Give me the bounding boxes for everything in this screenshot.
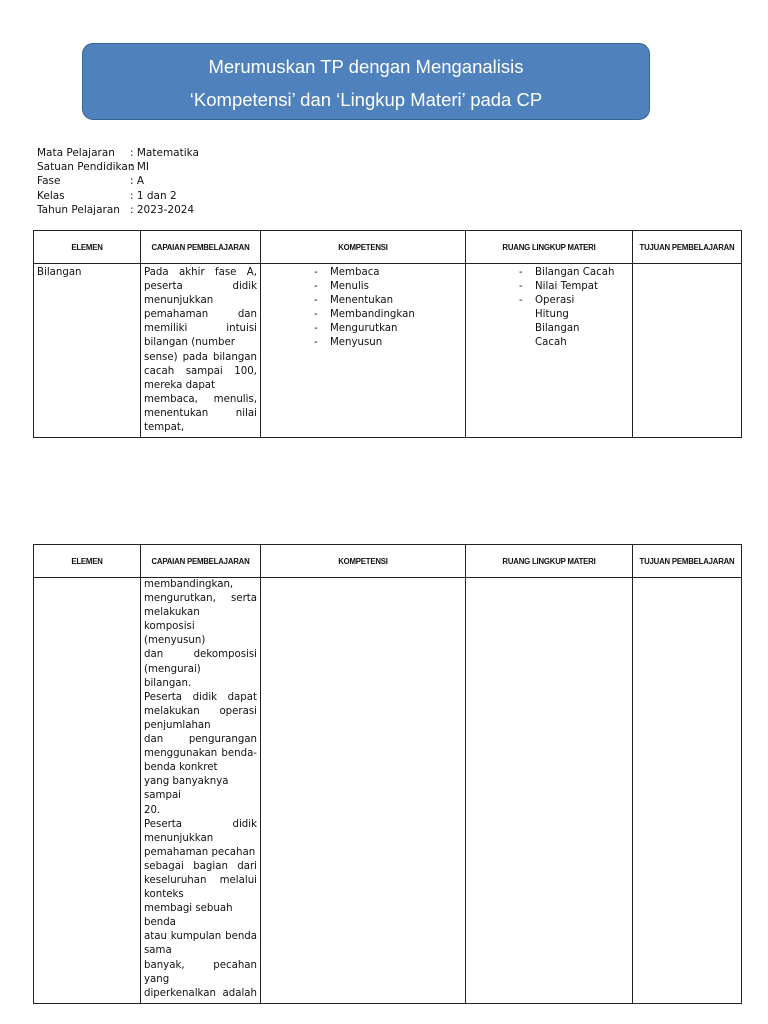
cell-kompetensi — [261, 264, 466, 438]
capaian-line: keseluruhan melalui — [144, 874, 257, 886]
list-item: - Nilai Tempat — [466, 280, 632, 294]
meta-label: Tahun Pelajaran — [37, 203, 120, 216]
capaian-line: diperkenalkan adalah — [144, 987, 257, 999]
meta-row-year — [37, 203, 199, 217]
tujuan-text — [633, 578, 741, 582]
table-row — [34, 264, 742, 438]
capaian-line: Peserta didik dapat — [144, 691, 257, 703]
title-banner — [82, 43, 650, 120]
capaian-line: tempat, — [144, 422, 185, 434]
meta-row-subject — [37, 146, 199, 160]
header-materi: RUANG LINGKUP MATERI — [466, 545, 633, 578]
capaian-line: benda konkret — [144, 762, 218, 774]
meta-value: : 1 dan 2 — [130, 189, 177, 202]
capaian-line: yang banyaknya sampai — [144, 776, 229, 802]
capaian-line: melakukan operasi — [144, 705, 257, 717]
header-kompetensi: KOMPETENSI — [261, 231, 466, 264]
list-item: - Menentukan — [261, 294, 465, 308]
capaian-line: dan pengurangan — [144, 734, 257, 746]
capaian-line: Pada akhir fase A, — [144, 267, 257, 278]
table-header-row — [34, 231, 742, 264]
capaian-line: pemahaman dan — [144, 309, 257, 321]
document-meta — [37, 146, 199, 217]
capaian-line: banyak, pecahan yang — [144, 959, 257, 985]
meta-label: Mata Pelajaran — [37, 147, 115, 159]
materi-list — [466, 264, 632, 351]
capaian-line: membandingkan, — [144, 579, 234, 590]
capaian-line: konteks — [144, 889, 184, 901]
capaian-line: cacah sampai 100, — [144, 365, 257, 377]
cell-tujuan — [633, 578, 742, 1004]
header-elemen: ELEMEN — [34, 545, 141, 578]
meta-label: Satuan Pendidikan — [37, 161, 135, 174]
list-item: - Mengurutkan — [261, 322, 465, 336]
capaian-line: sense) pada bilangan — [144, 351, 257, 363]
cell-materi — [466, 264, 633, 438]
meta-value: : MI — [130, 161, 150, 174]
meta-row-class — [37, 189, 199, 203]
capaian-line: menunjukkan — [144, 832, 214, 844]
capaian-line: mereka dapat — [144, 379, 216, 391]
cell-materi — [466, 578, 633, 1004]
tujuan-text — [633, 264, 741, 268]
meta-value: : Matematika — [130, 147, 199, 159]
meta-label: Kelas — [37, 189, 65, 202]
capaian-text — [141, 578, 260, 1003]
capaian-line: bilangan (number — [144, 337, 235, 349]
cell-capaian — [141, 264, 261, 438]
list-item: - Membandingkan — [261, 308, 465, 322]
capaian-line: 20. — [144, 804, 161, 816]
capaian-line: sama — [144, 945, 172, 957]
list-item: - Menyusun — [261, 336, 465, 350]
kompetensi-list — [261, 264, 465, 351]
capaian-line: bilangan. — [144, 677, 192, 689]
capaian-line: sebagai bagian dari — [144, 860, 257, 872]
cell-kompetensi — [261, 578, 466, 1004]
capaian-line: menunjukkan — [144, 295, 214, 307]
capaian-line: penjumlahan — [144, 719, 211, 731]
meta-label: Fase — [37, 175, 61, 188]
header-capaian: CAPAIAN PEMBELAJARAN — [141, 231, 261, 264]
capaian-line: atau kumpulan benda — [144, 931, 257, 943]
header-capaian: CAPAIAN PEMBELAJARAN — [141, 545, 261, 578]
title-line-2: ‘Kompetensi’ dan ‘Lingkup Materi’ pada CP — [189, 89, 543, 110]
meta-value: : 2023-2024 — [130, 203, 195, 216]
capaian-line: dan dekomposisi — [144, 649, 257, 661]
list-item: - Membaca — [261, 266, 465, 280]
capaian-line: komposisi (menyusun) — [144, 621, 206, 647]
capaian-line: membagi sebuah benda — [144, 903, 233, 929]
elemen-text: Bilangan — [37, 267, 82, 278]
meta-row-school — [37, 160, 199, 174]
header-kompetensi: KOMPETENSI — [261, 545, 466, 578]
analysis-table-1 — [33, 230, 742, 438]
elemen-text — [34, 578, 140, 582]
cell-elemen — [34, 578, 141, 1004]
list-item: - Bilangan Cacah — [466, 266, 632, 280]
header-tujuan: TUJUAN PEMBELAJARAN — [633, 231, 742, 264]
capaian-line: membaca, menulis, — [144, 393, 257, 405]
table-row — [34, 578, 742, 1004]
header-elemen: ELEMEN — [34, 231, 141, 264]
header-tujuan: TUJUAN PEMBELAJARAN — [633, 545, 742, 578]
table-header-row — [34, 545, 742, 578]
capaian-line: memiliki intuisi — [144, 323, 257, 335]
cell-tujuan — [633, 264, 742, 438]
header-materi: RUANG LINGKUP MATERI — [466, 231, 633, 264]
capaian-line: menentukan nilai — [144, 407, 257, 419]
capaian-line: mengurutkan, serta — [144, 593, 257, 605]
list-item: - Operasi Hitung Bilangan Cacah — [466, 294, 632, 350]
capaian-line: melakukan — [144, 607, 200, 619]
list-item: - Menulis — [261, 280, 465, 294]
capaian-line: (mengurai) — [144, 663, 201, 675]
title-line-1: Merumuskan TP dengan Menganalisis — [208, 56, 524, 77]
cell-elemen — [34, 264, 141, 438]
capaian-line: peserta didik — [144, 281, 257, 293]
analysis-table-2 — [33, 544, 742, 1004]
capaian-line: pemahaman pecahan — [144, 846, 256, 858]
cell-capaian — [141, 578, 261, 1004]
capaian-line: Peserta didik — [144, 818, 257, 830]
capaian-text — [141, 264, 260, 437]
meta-value: : A — [130, 175, 145, 188]
meta-row-phase — [37, 174, 199, 188]
capaian-line: menggunakan benda- — [144, 748, 257, 760]
